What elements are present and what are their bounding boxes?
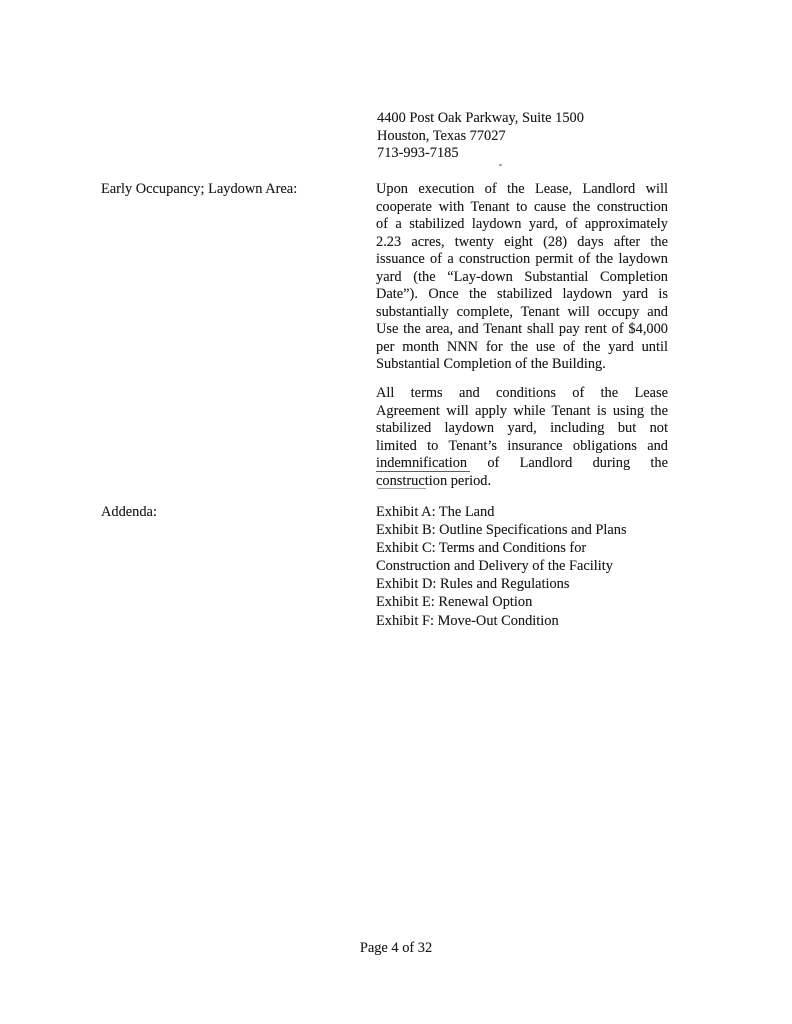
text-line: Exhibit E: Renewal Option [376,594,533,611]
text-line: Exhibit F: Move-Out Condition [376,612,559,629]
text-line: yard (the “Lay-down Substantial Completion [376,268,668,285]
text-line: Exhibit B: Outline Specifications and Plans [376,522,627,539]
text-line: stabilized laydown yard, including but not [376,420,668,436]
text-line: Houston, Texas 77027 [377,127,506,144]
addenda-label: Addenda: [101,504,157,520]
scan-artifact-dot [499,164,502,166]
text-line: 713-993-7185 [377,145,459,161]
text-line: Substantial Completion of the Building. [376,356,606,372]
text-line: indemnification of Landlord during the [376,455,668,471]
text-line: construction period. [376,472,492,489]
text-line: Exhibit D: Rules and Regulations [376,576,570,593]
text-line: cooperate with Tenant to cause the construction [376,198,668,215]
text-line: issuance of a construction permit of the laydown [376,251,668,267]
addenda-exhibit-list [376,503,676,630]
text-line: 2.23 acres, twenty eight (28) days after the [376,233,668,250]
text-line: All terms and conditions of the Lease [376,385,668,401]
page-number: Page 4 of 32 [359,940,433,956]
text-line: per month NNN for the use of the yard until [376,338,668,355]
text-line: Exhibit C: Terms and Conditions for [376,540,587,557]
text-line: Exhibit A: The Land [376,504,495,520]
text-line: Agreement will apply while Tenant is using the [376,402,668,419]
early-occupancy-paragraph-1 [376,181,668,374]
scan-artifact-line [378,488,426,489]
early-occupancy-paragraph-2 [376,385,668,490]
text-line: limited to Tenant’s insurance obligations and [376,437,668,454]
text-line: Use the area, and Tenant shall pay rent of $4,000 [376,321,668,337]
early-occupancy-label: Early Occupancy; Laydown Area: [101,181,298,197]
scan-artifact-line [376,471,470,472]
text-line: Date”). Once the stabilized laydown yard is [376,286,668,302]
text-line: Upon execution of the Lease, Landlord will [376,181,668,197]
text-line: substantially complete, Tenant will occupy and [376,303,668,320]
text-line: 4400 Post Oak Parkway, Suite 1500 [377,110,584,126]
text-line: Construction and Delivery of the Facility [376,558,613,575]
text-line: of a stabilized laydown yard, of approximately [376,216,668,232]
landlord-address-block [377,110,677,163]
